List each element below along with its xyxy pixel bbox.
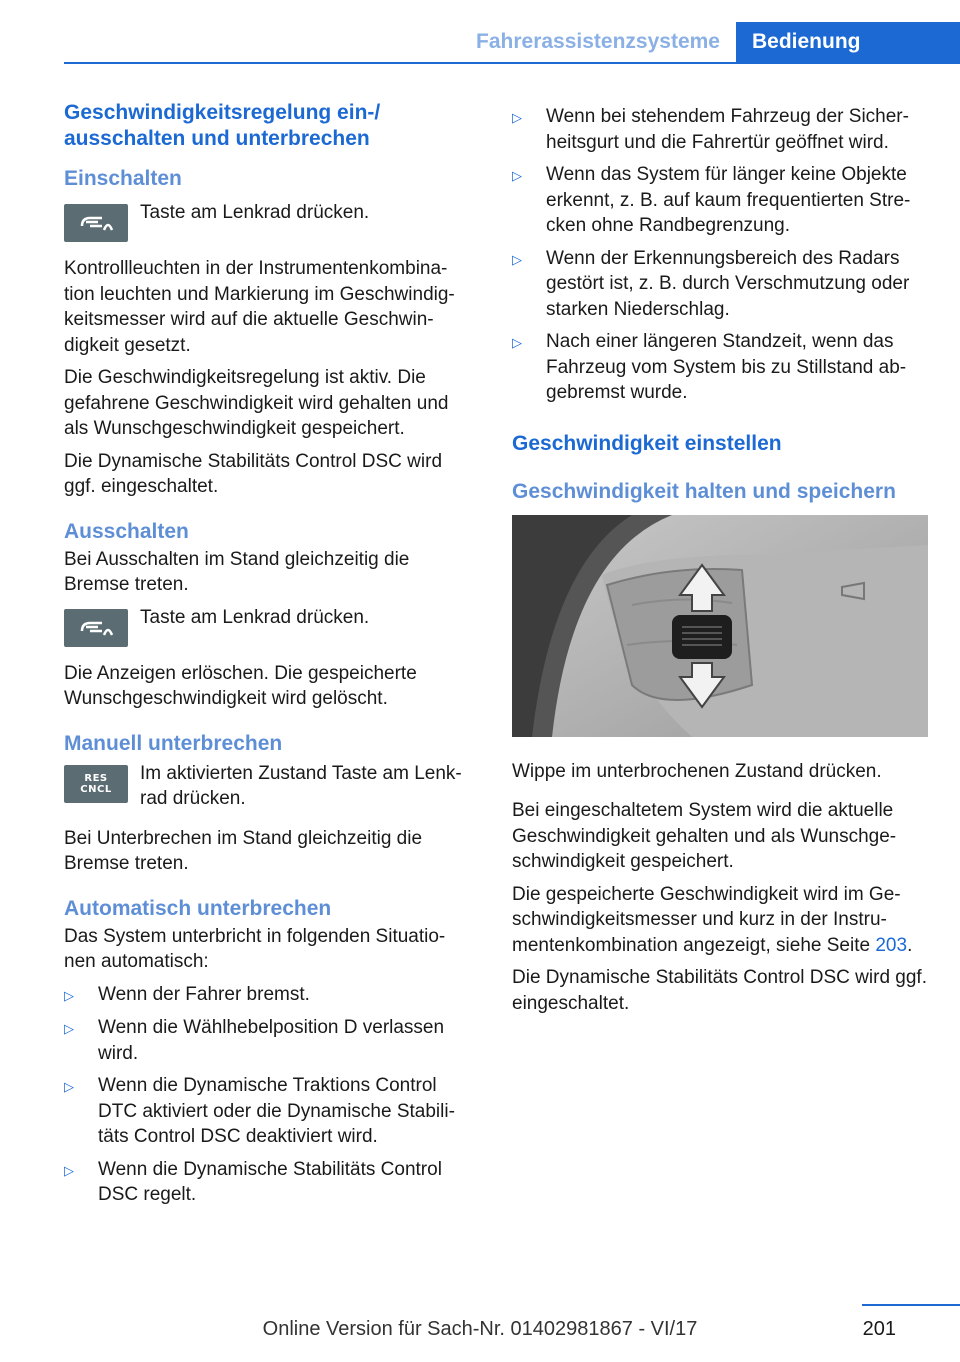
list-item: ▷ Wenn die Dynamische Stabilitäts Control DSC regelt. [64,1157,476,1208]
paragraph: Die gespeicherte Geschwindigkeit wird im Ge-schwindigkeitsmesser und kurz in der Instru-mentenkombination angezeigt, siehe Seite 203. [512,883,913,956]
paragraph: Die Dynamische Stabilitäts Control DSC wird ggf. eingeschaltet. [512,967,927,1014]
bullet-list [64,982,476,1208]
page-number: 201 [862,1318,896,1340]
triangle-bullet-icon: ▷ [512,251,522,267]
triangle-bullet-icon: ▷ [512,168,522,183]
subheading-einschalten: Einschalten [64,167,182,190]
key-instruction: Im aktivierten Zustand Taste am Lenk-rad drücken. [140,762,462,809]
footer-rule [862,1304,960,1306]
paragraph: Die Geschwindigkeitsregelung ist aktiv. Die gefahrene Geschwindigkeit wird gehalten und als Wunschgeschwindigkeit gespeichert. [64,367,449,439]
paragraph: Bei Ausschalten im Stand gleichzeitig die Bremse treten. [64,548,410,595]
page-reference-link[interactable]: 203 [875,934,908,956]
key-row-ausschalten [64,605,476,647]
key-row-manuell [64,761,476,812]
paragraph: Bei eingeschaltetem System wird die aktuelle Geschwindigkeit gehalten und als Wunschge-schwindigkeit gespeichert. [512,800,897,872]
list-item: ▷ Wenn der Erkennungsbereich des Radars gestört ist, z. B. durch Verschmutzung oder starken Niederschlag. [512,246,932,323]
paragraph: Kontrollleuchten in der Instrumentenkombina-tion leuchten und Markierung im Geschwindig-keitsmesser wird auf die aktuelle Geschwin-digkeit gesetzt. [64,258,455,356]
key-instruction: Taste am Lenkrad drücken. [140,606,370,628]
steering-wheel-rocker-image [512,515,928,737]
paragraph: Die Dynamische Stabilitäts Control DSC wird ggf. eingeschaltet. [64,450,443,497]
paragraph: Bei Unterbrechen im Stand gleichzeitig die Bremse treten. [64,827,423,874]
triangle-bullet-icon: ▷ [64,987,74,1003]
list-item: ▷ Wenn das System für länger keine Objekte erkennt, z. B. auf kaum frequentierten Stre-cken ohne Randbegrenzung. [512,162,932,239]
list-item: ▷ Nach einer längeren Standzeit, wenn das Fahrzeug vom System bis zu Stillstand ab-gebremst wurde. [512,329,932,406]
online-version-note: Online Version für Sach-Nr. 01402981867 - VI/17 [262,1318,698,1340]
paragraph: Das System unterbricht in folgenden Situatio-nen automatisch: [64,925,446,972]
res-cncl-key-icon: RES CNCL [64,765,128,803]
cruise-control-key-icon [64,204,128,242]
triangle-bullet-icon: ▷ [512,110,522,125]
paragraph: Die Anzeigen erlöschen. Die gespeicherte Wunschgeschwindigkeit wird gelöscht. [64,662,417,709]
left-column [64,100,476,1215]
bullet-list [512,104,932,406]
section-heading: Geschwindigkeitsregelung ein-/ ausschalten und unterbrechen [64,101,381,150]
subheading-ausschalten: Ausschalten [64,519,189,543]
header-section-title: Fahrerassistenzsysteme [476,30,720,53]
key-instruction: Taste am Lenkrad drücken. [140,202,370,223]
right-column [512,104,932,1023]
paragraph: Wippe im unterbrochenen Zustand drücken. [512,760,882,782]
subheading-automatisch: Automatisch unterbrechen [64,896,332,920]
triangle-bullet-icon: ▷ [64,1162,74,1178]
key-row-einschalten [64,200,476,242]
list-item: ▷ Wenn die Dynamische Traktions Control DTC aktiviert oder die Dynamische Stabili-täts Control DSC deaktiviert wird. [64,1073,476,1150]
subheading-halten: Geschwindigkeit halten und speichern [512,479,896,503]
cruise-control-key-icon [64,609,128,647]
header-rule [64,62,960,64]
subheading-manuell: Manuell unterbrechen [64,731,283,755]
list-item: ▷ Wenn der Fahrer bremst. [64,982,476,1009]
section-heading: Geschwindigkeit einstellen [512,431,782,455]
list-item: ▷ Wenn bei stehendem Fahrzeug der Sicher-heitsgurt und die Fahrertür geöffnet wird. [512,104,932,155]
triangle-bullet-icon: ▷ [512,335,522,350]
list-item: ▷ Wenn die Wählhebelposition D verlassen wird. [64,1015,476,1066]
triangle-bullet-icon: ▷ [64,1079,74,1094]
triangle-bullet-icon: ▷ [64,1021,74,1036]
header-tab: Bedienung [736,22,960,64]
